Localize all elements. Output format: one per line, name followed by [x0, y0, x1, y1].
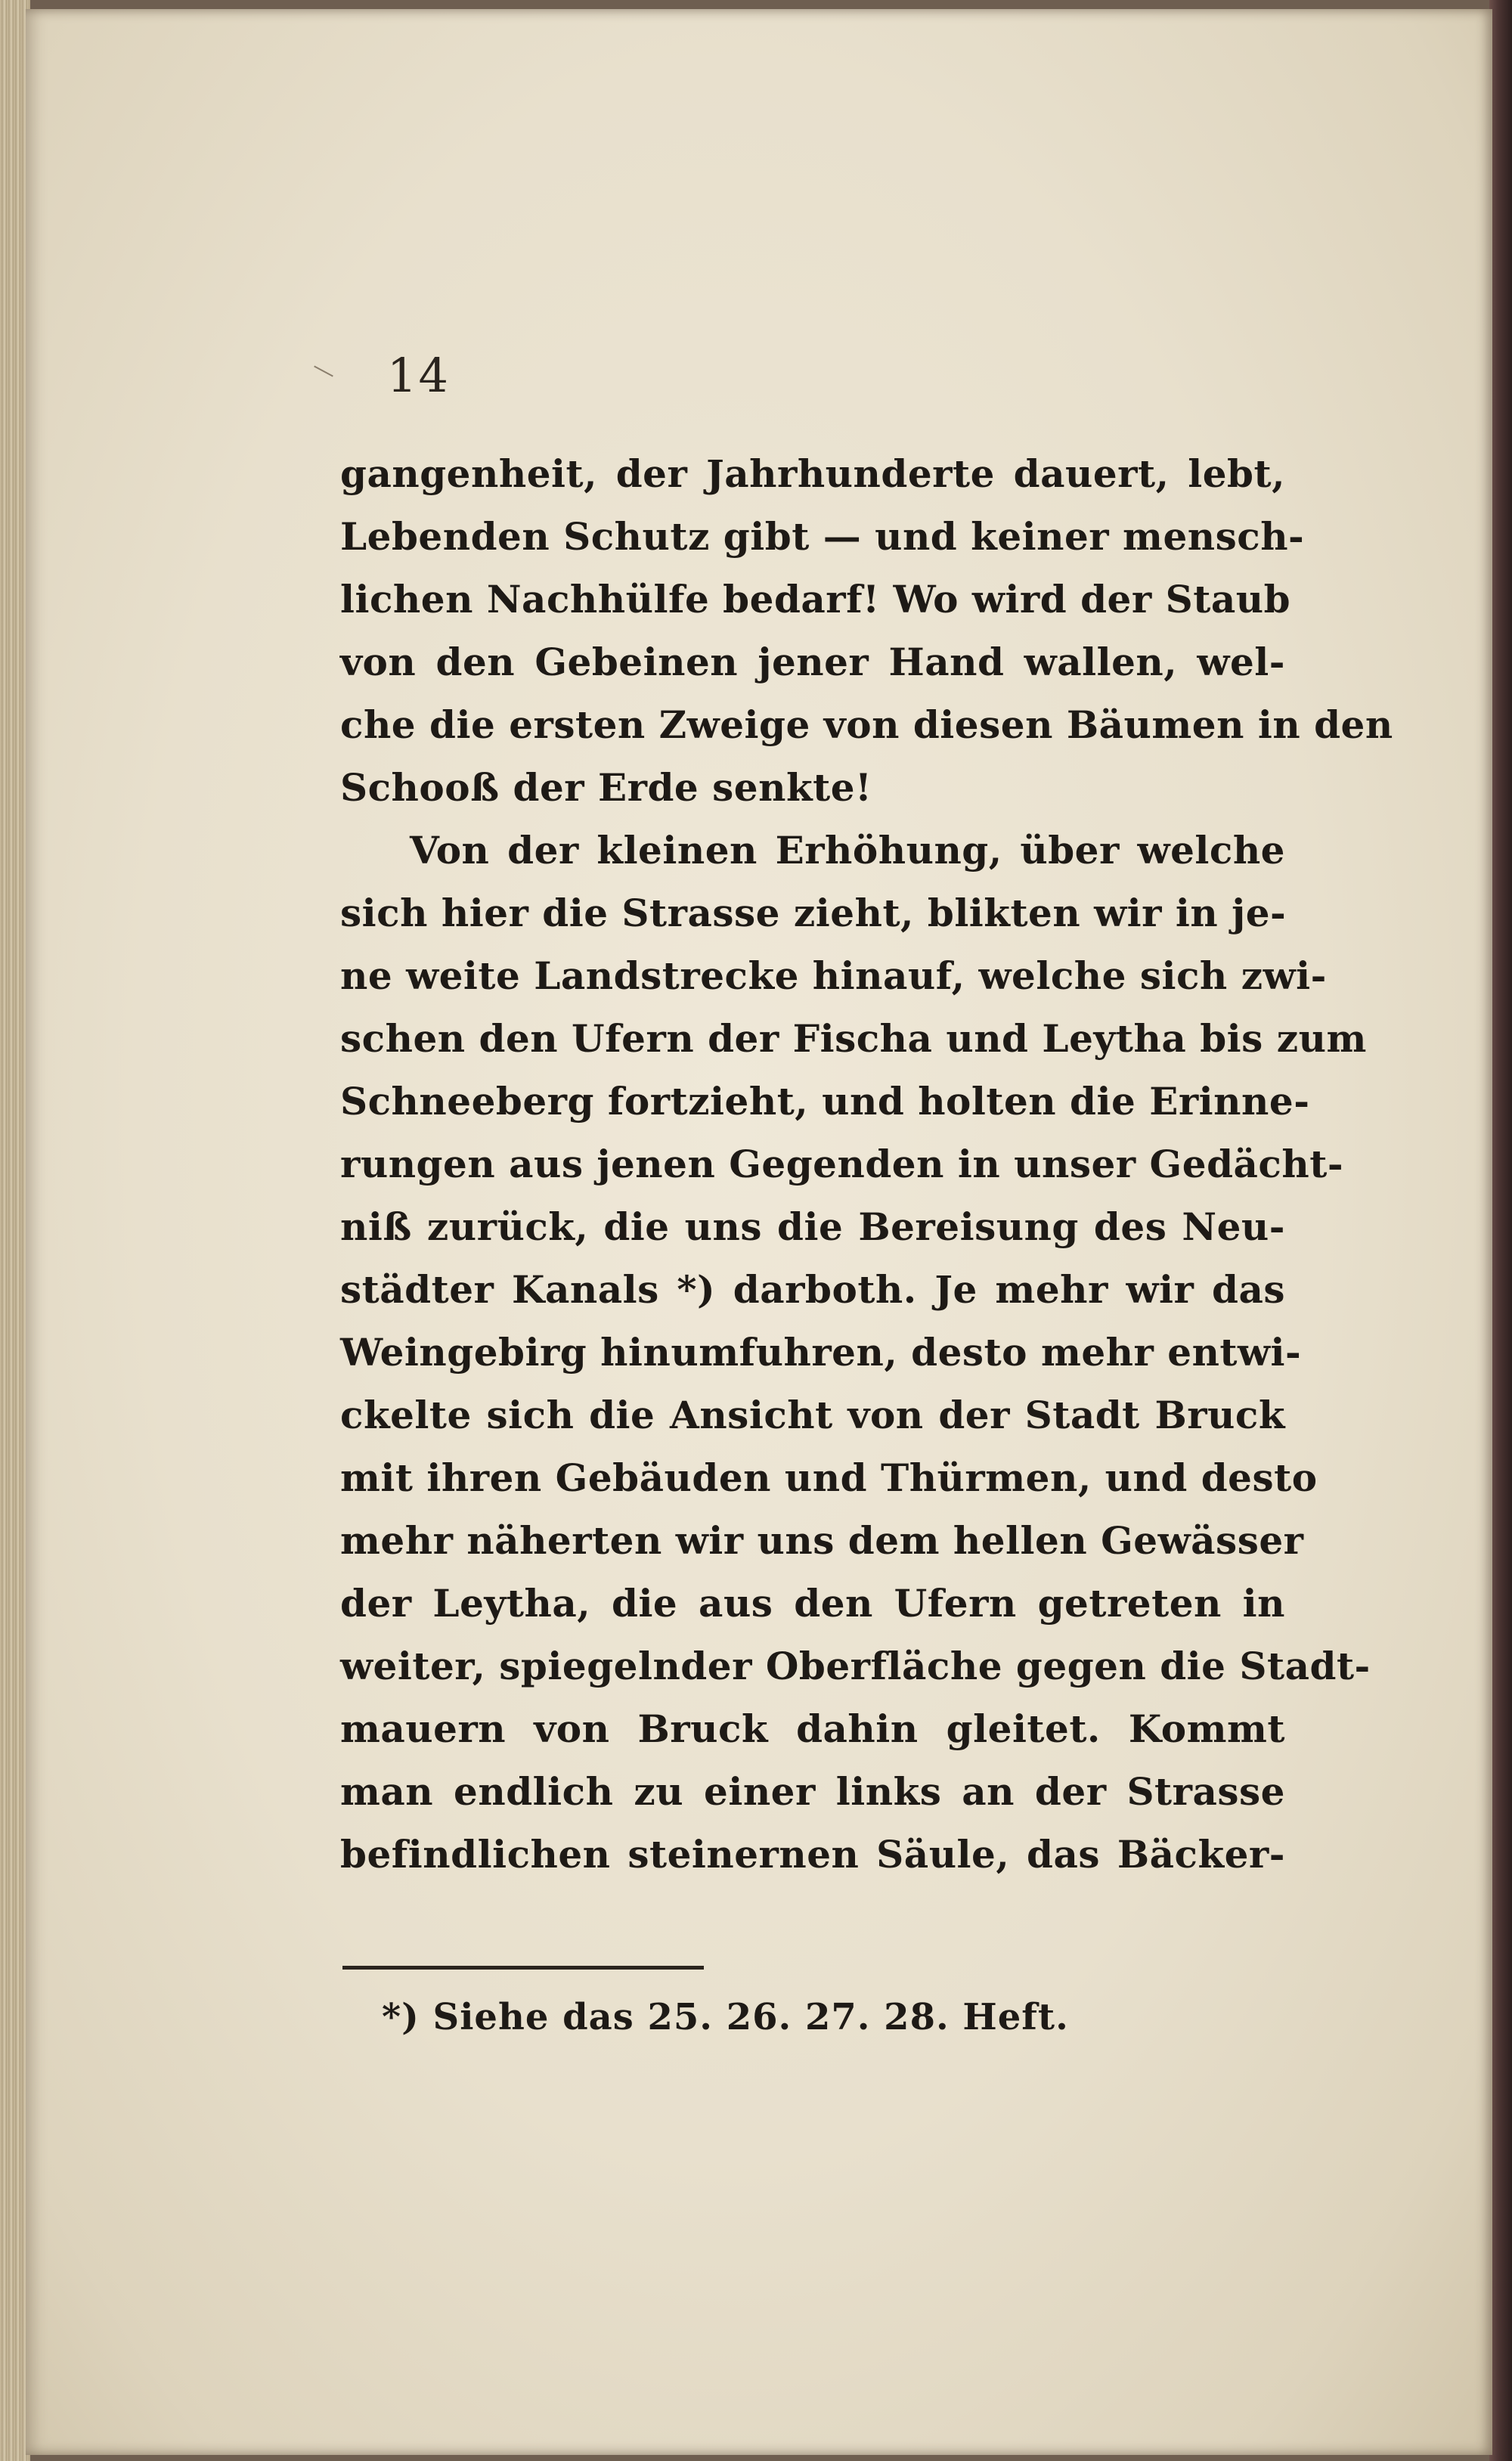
- footnote: *) Siehe das 25. 26. 27. 28. Heft.: [382, 1996, 1069, 2038]
- page-number: 14: [387, 348, 450, 403]
- body-text: [340, 442, 1393, 1886]
- text-line: sich hier die Strasse zieht, blikten wir in je-: [340, 891, 1287, 935]
- text-line: städter Kanals *) darboth. Je mehr wir das: [340, 1267, 1285, 1312]
- text-line: Von der kleinen Erhöhung, über welche: [410, 828, 1285, 873]
- text-line: Schneeberg fortzieht, und holten die Erinne-: [340, 1079, 1310, 1124]
- text-line: rungen aus jenen Gegenden in unser Gedächt-: [340, 1142, 1344, 1186]
- text-line: der Leytha, die aus den Ufern getreten in: [340, 1581, 1285, 1626]
- text-line: Schooß der Erde senkte!: [340, 765, 872, 810]
- text-line: ne weite Landstrecke hinauf, welche sich zwi-: [340, 953, 1327, 998]
- text-line: weiter, spiegelnder Oberfläche gegen die Stadt-: [340, 1644, 1371, 1688]
- text-line: von den Gebeinen jener Hand wallen, wel-: [340, 640, 1285, 684]
- text-line: che die ersten Zweige von diesen Bäumen in den: [340, 702, 1393, 747]
- text-line: man endlich zu einer links an der Strasse: [340, 1769, 1285, 1814]
- text-line: ckelte sich die Ansicht von der Stadt Bruck: [340, 1393, 1285, 1437]
- footnote-rule: [342, 1966, 704, 1970]
- text-line: Weingebirg hinumfuhren, desto mehr entwi-: [340, 1330, 1302, 1375]
- text-line: mauern von Bruck dahin gleitet. Kommt: [340, 1706, 1285, 1751]
- text-line: befindlichen steinernen Säule, das Bäcker-: [340, 1832, 1285, 1877]
- margin-mark: [314, 366, 333, 377]
- text-line: niß zurück, die uns die Bereisung des Neu-: [340, 1204, 1285, 1249]
- text-line: lichen Nachhülfe bedarf! Wo wird der Staub: [340, 577, 1291, 621]
- text-line: mehr näherten wir uns dem hellen Gewässer: [340, 1518, 1304, 1563]
- text-line: gangenheit, der Jahrhunderte dauert, lebt,: [340, 451, 1285, 496]
- text-line: mit ihren Gebäuden und Thürmen, und desto: [340, 1455, 1318, 1500]
- text-line: Lebenden Schutz gibt — und keiner mensch-: [340, 514, 1305, 559]
- book-binding: [1489, 0, 1512, 2461]
- text-line: schen den Ufern der Fischa und Leytha bis zum: [340, 1016, 1367, 1061]
